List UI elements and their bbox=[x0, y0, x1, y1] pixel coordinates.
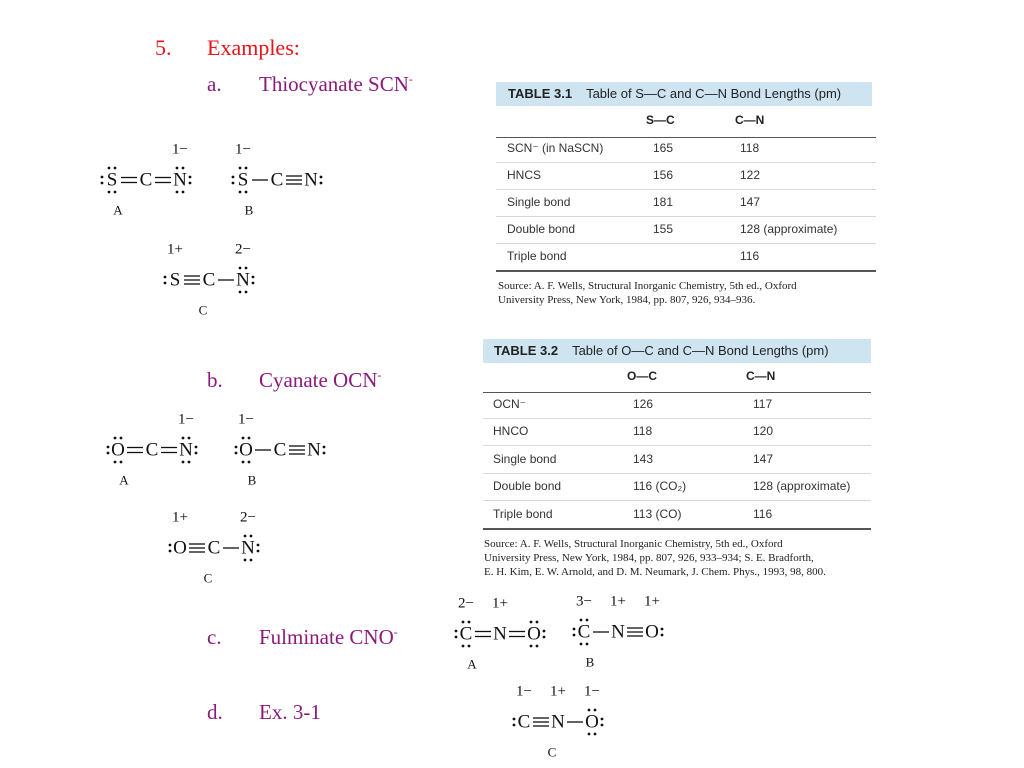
row-divider bbox=[483, 445, 871, 446]
table-cell: 117 bbox=[753, 397, 773, 411]
structure-label: C bbox=[203, 570, 213, 586]
table-3-2-title-bar bbox=[483, 339, 871, 363]
structure-label: B bbox=[247, 472, 257, 488]
atom-symbol: S bbox=[169, 269, 181, 291]
atom-symbol: N bbox=[179, 439, 193, 461]
atom-symbol: O bbox=[527, 623, 541, 645]
row-divider bbox=[483, 500, 871, 501]
formal-charge: 1− bbox=[238, 411, 254, 428]
atom-symbol: C bbox=[517, 711, 531, 733]
table-cell: 116 bbox=[753, 507, 773, 521]
item-c-charge: - bbox=[393, 625, 398, 639]
structure-label: A bbox=[119, 472, 129, 488]
row-divider bbox=[496, 189, 876, 190]
table-cell: 120 bbox=[753, 424, 774, 438]
item-a-letter: a. bbox=[207, 72, 222, 96]
formal-charge: 1+ bbox=[492, 595, 508, 612]
table-row: SCN⁻ (in NaSCN) bbox=[507, 141, 604, 155]
item-b-letter: b. bbox=[207, 368, 223, 392]
formal-charge: 1− bbox=[584, 683, 600, 700]
table-row: Double bond bbox=[493, 479, 562, 493]
table-3-1-title: Table of S—C and C—N Bond Lengths (pm) bbox=[586, 86, 842, 101]
table-3-2-header-col1: O—C bbox=[627, 369, 657, 383]
atom-symbol: N bbox=[173, 169, 187, 191]
formal-charge: 2− bbox=[458, 595, 474, 612]
table-3-2-title: Table of O—C and C—N Bond Lengths (pm) bbox=[572, 343, 829, 358]
formal-charge: 1− bbox=[172, 141, 188, 158]
table-row: Triple bond bbox=[493, 507, 553, 521]
row-divider bbox=[483, 473, 871, 474]
table-3-2-source bbox=[484, 537, 826, 579]
table-3-2-number: TABLE 3.2 bbox=[494, 343, 559, 358]
atom-symbol: C bbox=[139, 169, 153, 191]
table-3-1-bottom-rule bbox=[496, 270, 876, 272]
atom-symbol: O bbox=[173, 537, 187, 559]
table-cell: 147 bbox=[740, 195, 761, 209]
atom-symbol: C bbox=[459, 623, 473, 645]
table-3-2-header-rule bbox=[483, 392, 871, 393]
table-cell: 116 bbox=[740, 249, 760, 263]
structure-label: C bbox=[198, 302, 208, 318]
item-c-text: Fulminate CNO bbox=[259, 625, 394, 649]
source-line: Source: A. F. Wells, Structural Inorganic Chemistry, 5th ed., Oxford bbox=[484, 538, 783, 550]
table-3-1-header-col1: S—C bbox=[646, 113, 675, 127]
table-cell: 147 bbox=[753, 452, 774, 466]
atom-symbol: O bbox=[111, 439, 125, 461]
table-cell: 118 bbox=[633, 424, 653, 438]
lone-pair-dot bbox=[513, 724, 516, 727]
formal-charge: 1+ bbox=[172, 509, 188, 526]
atom-symbol: O bbox=[585, 711, 599, 733]
formal-charge: 3− bbox=[576, 593, 592, 610]
table-cell: 122 bbox=[740, 168, 761, 182]
atom-symbol: S bbox=[237, 169, 249, 191]
row-divider bbox=[483, 418, 871, 419]
atom-symbol: N bbox=[307, 439, 321, 461]
item-c-letter: c. bbox=[207, 625, 222, 649]
table-3-1-header-col2: C—N bbox=[735, 113, 765, 127]
table-cell: 165 bbox=[653, 141, 674, 155]
lone-pair-dot bbox=[601, 718, 604, 721]
section-number: 5. bbox=[155, 35, 172, 60]
table-row: HNCS bbox=[507, 168, 542, 182]
atom-symbol: C bbox=[577, 621, 591, 643]
section-title: Examples: bbox=[207, 35, 300, 60]
table-cell: 116 (CO₂) bbox=[633, 479, 687, 493]
table-cell: 143 bbox=[633, 452, 654, 466]
table-3-1-source bbox=[498, 279, 797, 307]
structure-label: A bbox=[467, 656, 477, 672]
structure-label: B bbox=[244, 202, 254, 218]
source-line: Source: A. F. Wells, Structural Inorganic Chemistry, 5th ed., Oxford bbox=[498, 280, 797, 292]
atom-symbol: N bbox=[493, 623, 507, 645]
item-a-charge: - bbox=[408, 72, 413, 86]
atom-symbol: O bbox=[239, 439, 253, 461]
atom-symbol: S bbox=[106, 169, 118, 191]
atom-symbol: C bbox=[145, 439, 159, 461]
structure-label: B bbox=[585, 654, 595, 670]
structure-label: C bbox=[547, 744, 557, 760]
atom-symbol: C bbox=[273, 439, 287, 461]
row-divider bbox=[496, 162, 876, 163]
atom-symbol: C bbox=[202, 269, 216, 291]
table-3-1-title-bar bbox=[496, 82, 872, 106]
atom-symbol: N bbox=[304, 169, 318, 191]
lone-pair-dot bbox=[601, 724, 604, 727]
atom-symbol: N bbox=[241, 537, 255, 559]
item-b-text: Cyanate OCN bbox=[259, 368, 378, 392]
row-divider bbox=[496, 216, 876, 217]
table-cell: 126 bbox=[633, 397, 654, 411]
table-row: Triple bond bbox=[507, 249, 567, 263]
table-cell: 156 bbox=[653, 168, 674, 182]
table-row: Single bond bbox=[507, 195, 571, 209]
formal-charge: 1+ bbox=[644, 593, 660, 610]
source-line: University Press, New York, 1984, pp. 807, 926, 934–936. bbox=[498, 294, 756, 306]
table-cell: 128 (approximate) bbox=[753, 479, 851, 493]
formal-charge: 1+ bbox=[550, 683, 566, 700]
table-cell: 155 bbox=[653, 222, 674, 236]
lone-pair-dot bbox=[588, 733, 591, 736]
atom-symbol: O bbox=[645, 621, 659, 643]
table-row: Double bond bbox=[507, 222, 576, 236]
table-3-2-bottom-rule bbox=[483, 528, 871, 530]
table-3-1-header-rule bbox=[496, 137, 876, 138]
lone-pair-dot bbox=[513, 718, 516, 721]
formal-charge: 1+ bbox=[610, 593, 626, 610]
formal-charge: 1− bbox=[516, 683, 532, 700]
table-row: HNCO bbox=[493, 424, 529, 438]
table-3-1-number: TABLE 3.1 bbox=[508, 86, 573, 101]
source-line: University Press, New York, 1984, pp. 807, 926, 933–934; S. E. Bradforth, bbox=[484, 552, 814, 564]
table-row: OCN⁻ bbox=[493, 397, 526, 411]
table-cell: 181 bbox=[653, 195, 674, 209]
atom-symbol: N bbox=[611, 621, 625, 643]
structure-label: A bbox=[113, 202, 123, 218]
row-divider bbox=[496, 243, 876, 244]
formal-charge: 1− bbox=[178, 411, 194, 428]
formal-charge: 2− bbox=[235, 241, 251, 258]
table-cell: 118 bbox=[740, 141, 760, 155]
table-cell: 113 (CO) bbox=[633, 507, 682, 521]
atom-symbol: N bbox=[551, 711, 565, 733]
atom-symbol: N bbox=[236, 269, 250, 291]
item-d-text: Ex. 3-1 bbox=[259, 700, 321, 724]
item-a-text: Thiocyanate SCN bbox=[259, 72, 409, 96]
lone-pair-dot bbox=[594, 733, 597, 736]
item-d-letter: d. bbox=[207, 700, 223, 724]
table-3-2-header-col2: C—N bbox=[746, 369, 776, 383]
formal-charge: 1+ bbox=[167, 241, 183, 258]
formal-charge: 1− bbox=[235, 141, 251, 158]
table-row: Single bond bbox=[493, 452, 557, 466]
table-cell: 128 (approximate) bbox=[740, 222, 838, 236]
item-b-charge: - bbox=[377, 368, 382, 382]
formal-charge: 2− bbox=[240, 509, 256, 526]
source-line: E. H. Kim, E. W. Arnold, and D. M. Neumark, J. Chem. Phys., 1993, 98, 800. bbox=[484, 566, 826, 578]
atom-symbol: C bbox=[270, 169, 284, 191]
atom-symbol: C bbox=[207, 537, 221, 559]
